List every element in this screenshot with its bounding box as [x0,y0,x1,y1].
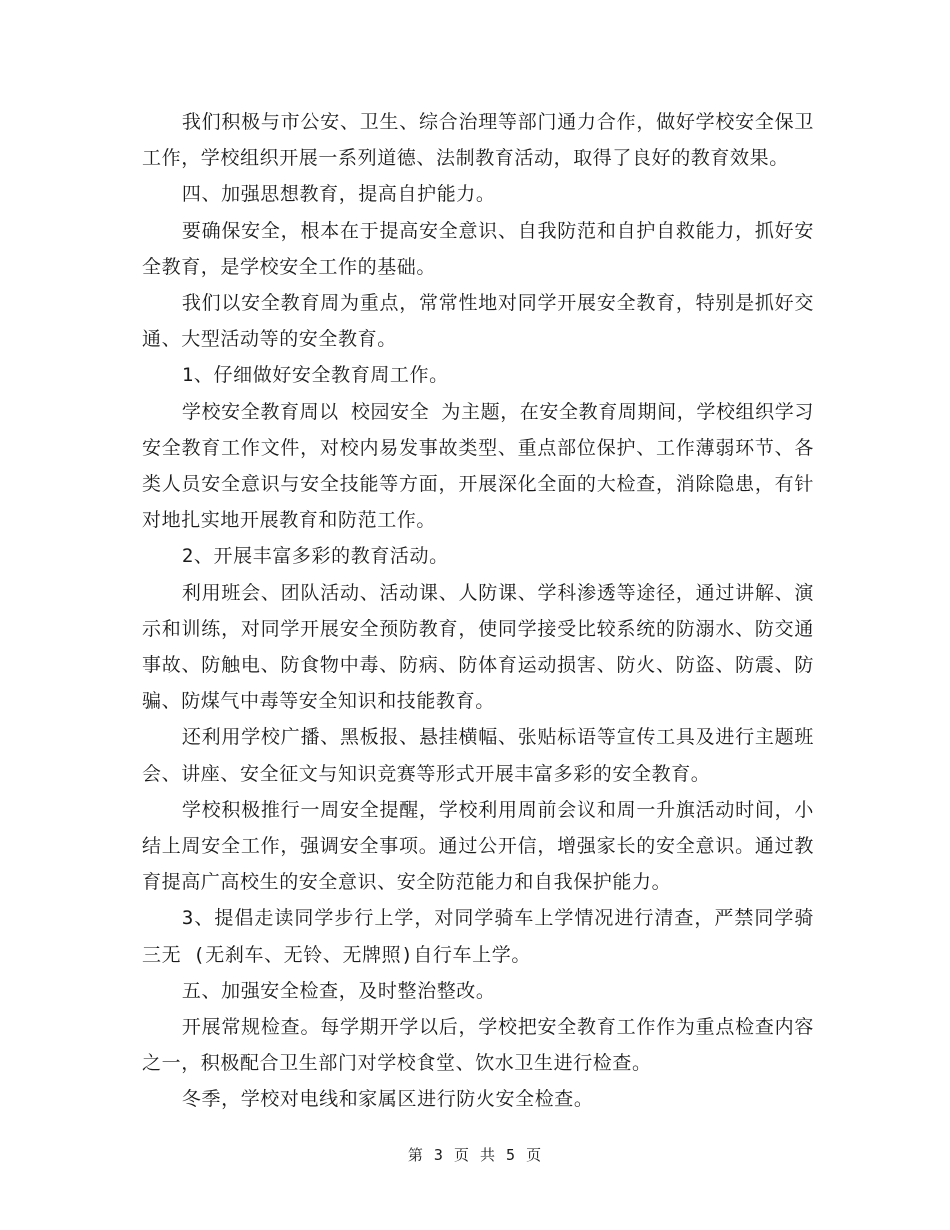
paragraph-1: 我们积极与市公安、卫生、综合治理等部门通力合作，做好学校安全保卫工作，学校组织开展一系列道德、法制教育活动，取得了良好的教育效果。 [142,111,814,170]
subheading-1: 1、仔细做好安全教育周工作。 [181,364,449,387]
paragraph-9: 冬季，学校对电线和家属区进行防火安全检查。 [181,1088,594,1111]
page-number-footer: 第 3 页 共 5 页 [407,1146,543,1164]
paragraph-6: 还利用学校广播、黑板报、悬挂横幅、张贴标语等宣传工具及进行主题班会、讲座、安全征文与知识竞赛等形式开展丰富多彩的安全教育。 [142,726,814,785]
paragraph-8: 开展常规检查。每学期开学以后，学校把安全教育工作作为重点检查内容之一，积极配合卫生部门对学校食堂、饮水卫生进行检查。 [142,1016,814,1075]
paragraph-2: 要确保安全，根本在于提高安全意识、自我防范和自护自救能力，抓好安全教育，是学校安全工作的基础。 [142,219,814,278]
paragraph-4: 学校安全教育周以 校园安全 为主题，在安全教育周期间，学校组织学习安全教育工作文件，对校内易发事故类型、重点部位保护、工作薄弱环节、各类人员安全意识与安全技能等方面，开展深化全面的大检查，消除隐患，有针对地扎实地开展教育和防范工作。 [142,400,814,532]
subheading-3: 3、提倡走读同学步行上学，对同学骑车上学情况进行清查，严禁同学骑 三无 (无刹车、无铃、无牌照)自行车上学。 [142,907,814,966]
paragraph-3: 我们以安全教育周为重点，常常性地对同学开展安全教育，特别是抓好交通、大型活动等的安全教育。 [142,292,814,351]
document-body [142,104,814,1118]
subheading-2: 2、开展丰富多彩的教育活动。 [181,545,449,568]
paragraph-5: 利用班会、团队活动、活动课、人防课、学科渗透等途径，通过讲解、演示和训练，对同学开展安全预防教育，使同学接受比较系统的防溺水、防交通事故、防触电、防食物中毒、防病、防体育运动损害、防火、防盗、防震、防骗、防煤气中毒等安全知识和技能教育。 [142,581,814,713]
section-heading-5: 五、加强安全检查，及时整治整改。 [181,979,496,1002]
section-heading-4: 四、加强思想教育，提高自护能力。 [181,183,496,206]
paragraph-7: 学校积极推行一周安全提醒，学校利用周前会议和周一升旗活动时间，小结上周安全工作，强调安全事项。通过公开信，增强家长的安全意识。通过教育提高广高校生的安全意识、安全防范能力和自我保护能力。 [142,798,814,894]
